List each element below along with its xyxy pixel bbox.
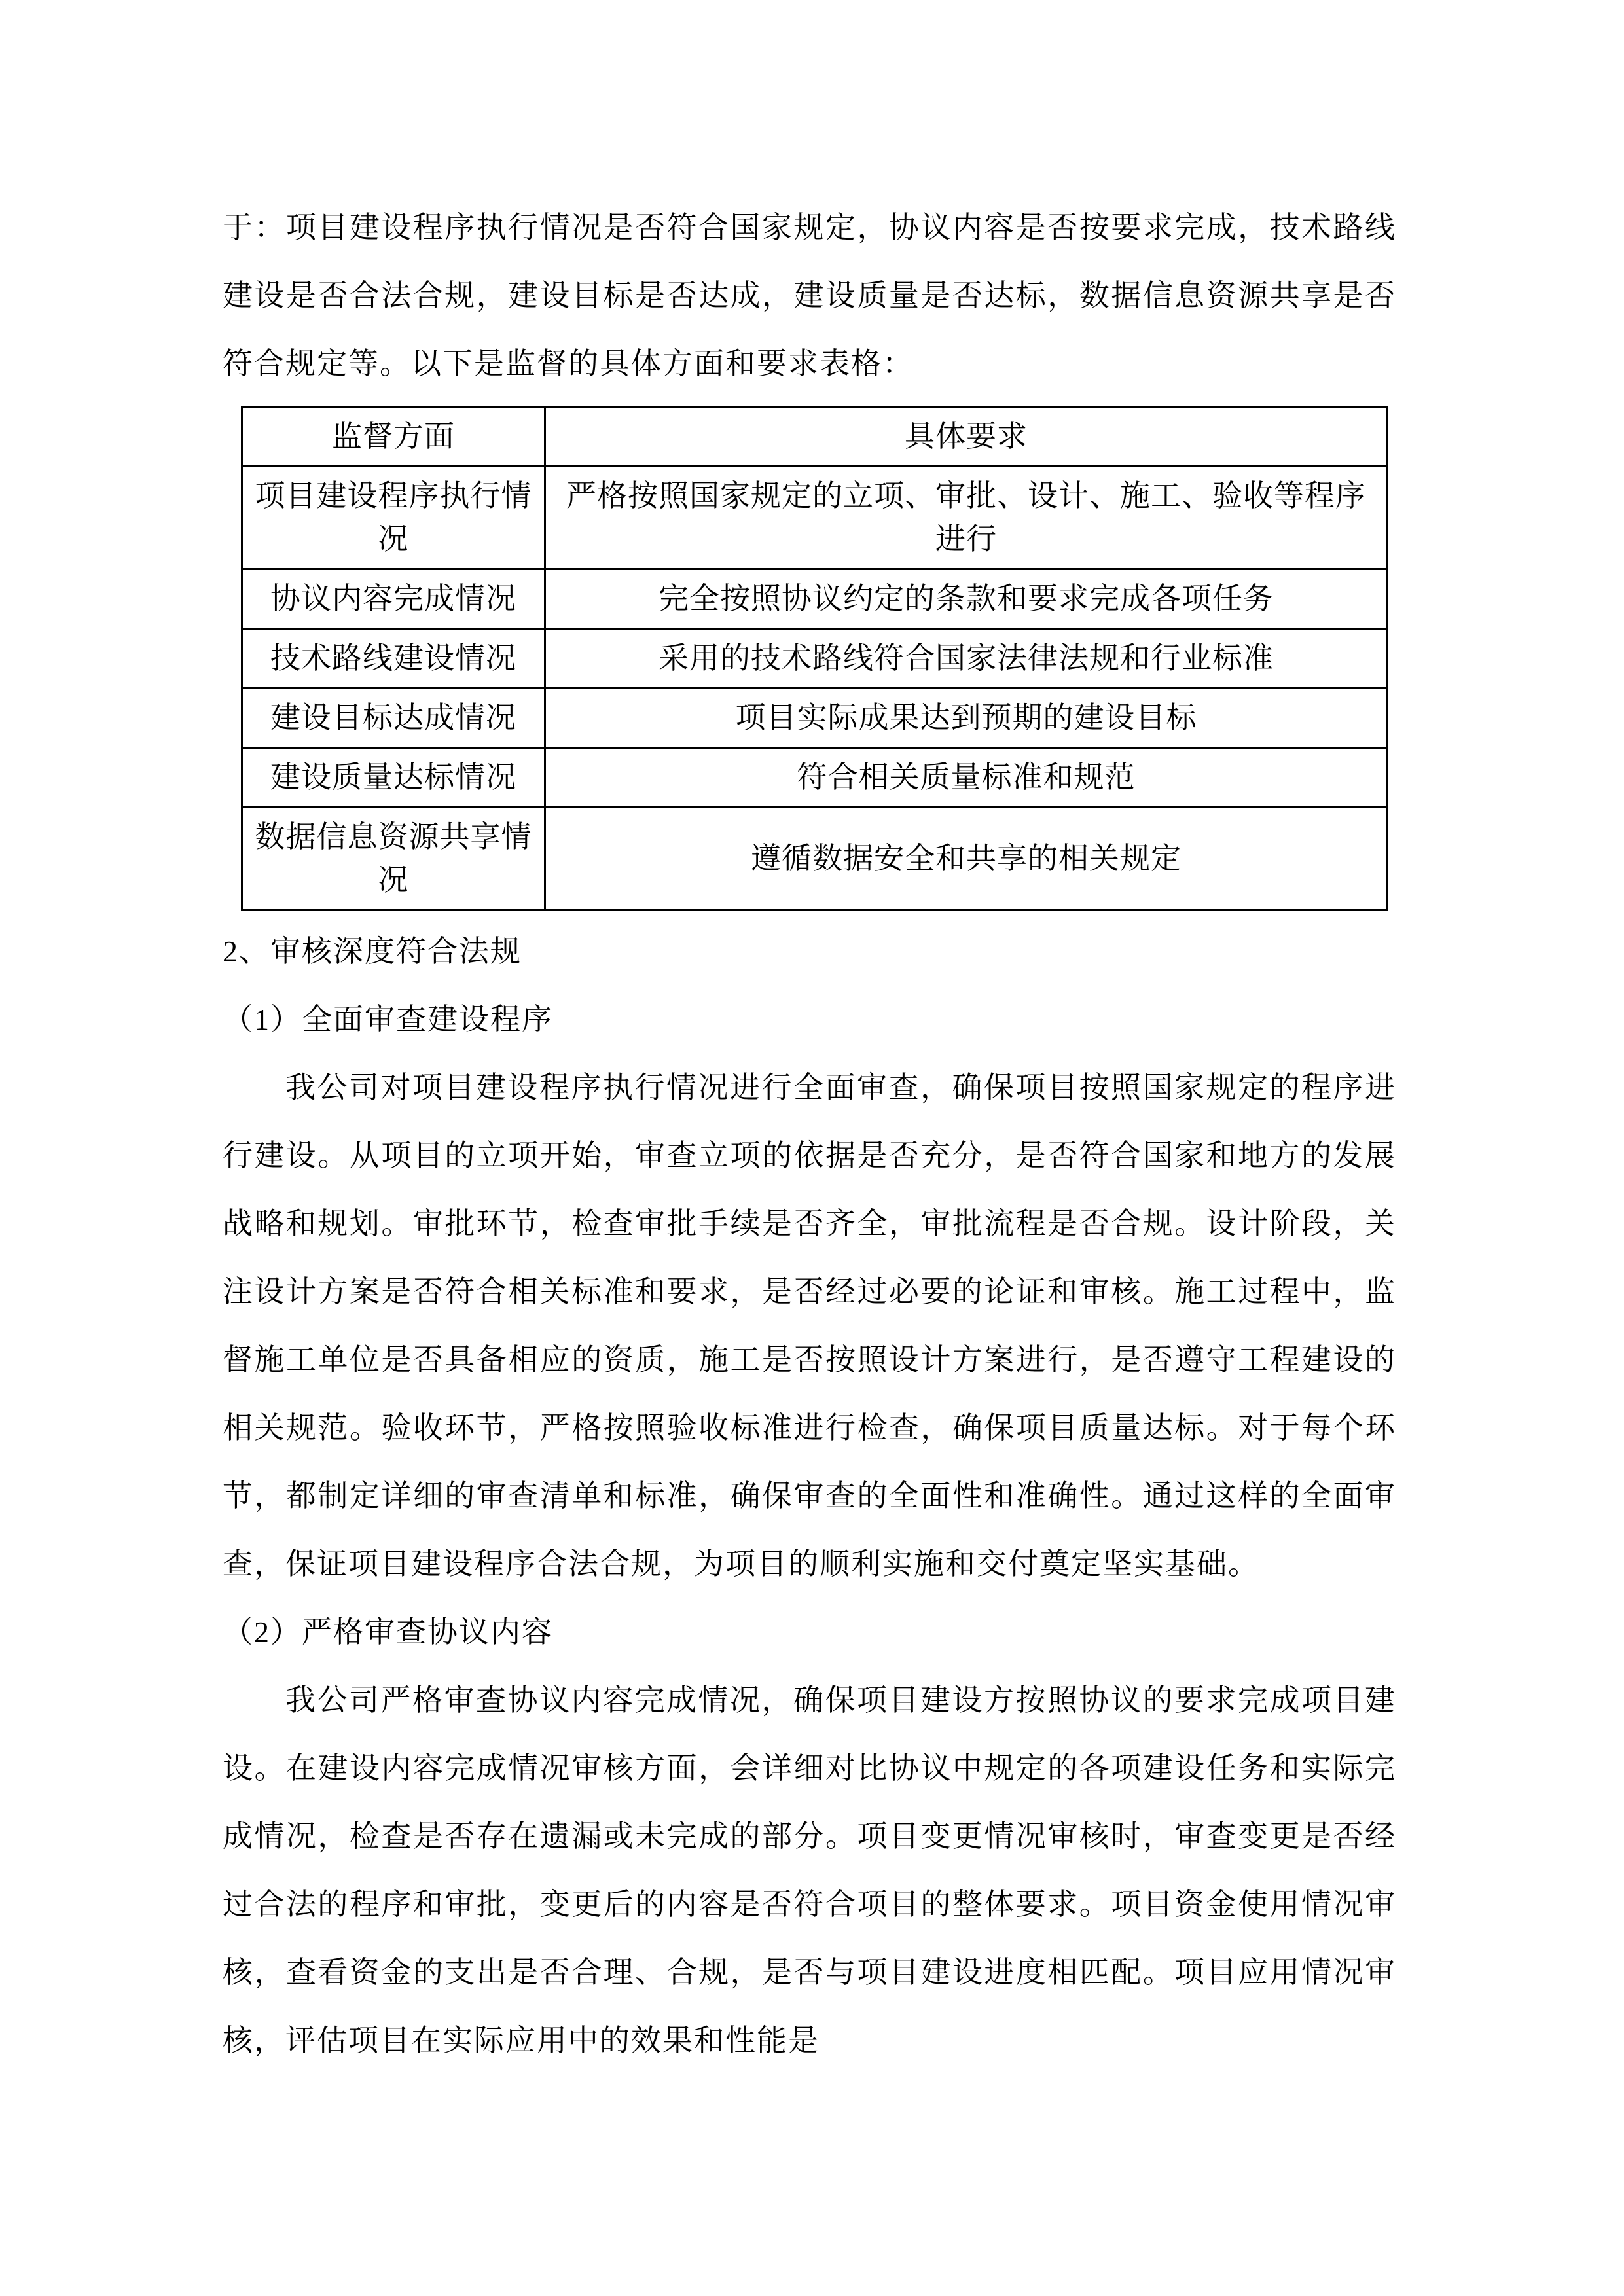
table-cell-aspect: 建设质量达标情况 [242, 748, 545, 808]
subsection-2-2-paragraph: 我公司严格审查协议内容完成情况，确保项目建设方按照协议的要求完成项目建设。在建设内容完成情况审核方面，会详细对比协议中规定的各项建设任务和实际完成情况，检查是否存在遗漏或未完成的部分。项目变更情况审核时，审查变更是否经过合法的程序和审批，变更后的内容是否符合项目的整体要求。项目资金使用情况审核，查看资金的支出是否合理、合规，是否与项目建设进度相匹配。项目应用情况审核，评估项目在实际应用中的效果和性能是 [223, 1683, 1396, 2057]
table-cell-requirement: 项目实际成果达到预期的建设目标 [545, 689, 1388, 748]
table-row [242, 569, 1388, 629]
table-header-row [242, 407, 1388, 467]
table-header-aspect: 监督方面 [242, 407, 545, 467]
table-cell-requirement: 严格按照国家规定的立项、审批、设计、施工、验收等程序进行 [545, 467, 1388, 569]
supervision-requirements-table [241, 406, 1388, 911]
table-cell-requirement: 采用的技术路线符合国家法律法规和行业标准 [545, 629, 1388, 689]
table-row [242, 689, 1388, 748]
table-cell-requirement: 完全按照协议约定的条款和要求完成各项任务 [545, 569, 1388, 629]
table-row [242, 748, 1388, 808]
subsection-heading-2-1: （1）全面审查建设程序 [223, 1003, 553, 1036]
subsection-2-1-paragraph: 我公司对项目建设程序执行情况进行全面审查，确保项目按照国家规定的程序进行建设。从项目的立项开始，审查立项的依据是否充分，是否符合国家和地方的发展战略和规划。审批环节，检查审批手续是否齐全，审批流程是否合规。设计阶段，关注设计方案是否符合相关标准和要求，是否经过必要的论证和审核。施工过程中，监督施工单位是否具备相应的资质，施工是否按照设计方案进行，是否遵守工程建设的相关规范。验收环节，严格按照验收标准进行检查，确保项目质量达标。对于每个环节，都制定详细的审查清单和标准，确保审查的全面性和准确性。通过这样的全面审查，保证项目建设程序合法合规，为项目的顺利实施和交付奠定坚实基础。 [223, 1071, 1396, 1581]
section-heading-2: 2、审核深度符合法规 [223, 935, 522, 968]
table-cell-aspect: 数据信息资源共享情况 [242, 808, 545, 910]
table-cell-aspect: 协议内容完成情况 [242, 569, 545, 629]
table-cell-requirement: 遵循数据安全和共享的相关规定 [545, 808, 1388, 910]
table-cell-aspect: 建设目标达成情况 [242, 689, 545, 748]
subsection-heading-2-2: （2）严格审查协议内容 [223, 1615, 553, 1649]
table-row [242, 629, 1388, 689]
table-row [242, 467, 1388, 569]
table-cell-aspect: 项目建设程序执行情况 [242, 467, 545, 569]
table-row [242, 808, 1388, 910]
table-cell-aspect: 技术路线建设情况 [242, 629, 545, 689]
intro-paragraph: 于：项目建设程序执行情况是否符合国家规定，协议内容是否按要求完成，技术路线建设是否合法合规，建设目标是否达成，建设质量是否达标，数据信息资源共享是否符合规定等。以下是监督的具体方面和要求表格： [223, 211, 1396, 380]
table-cell-requirement: 符合相关质量标准和规范 [545, 748, 1388, 808]
table-header-requirement: 具体要求 [545, 407, 1388, 467]
